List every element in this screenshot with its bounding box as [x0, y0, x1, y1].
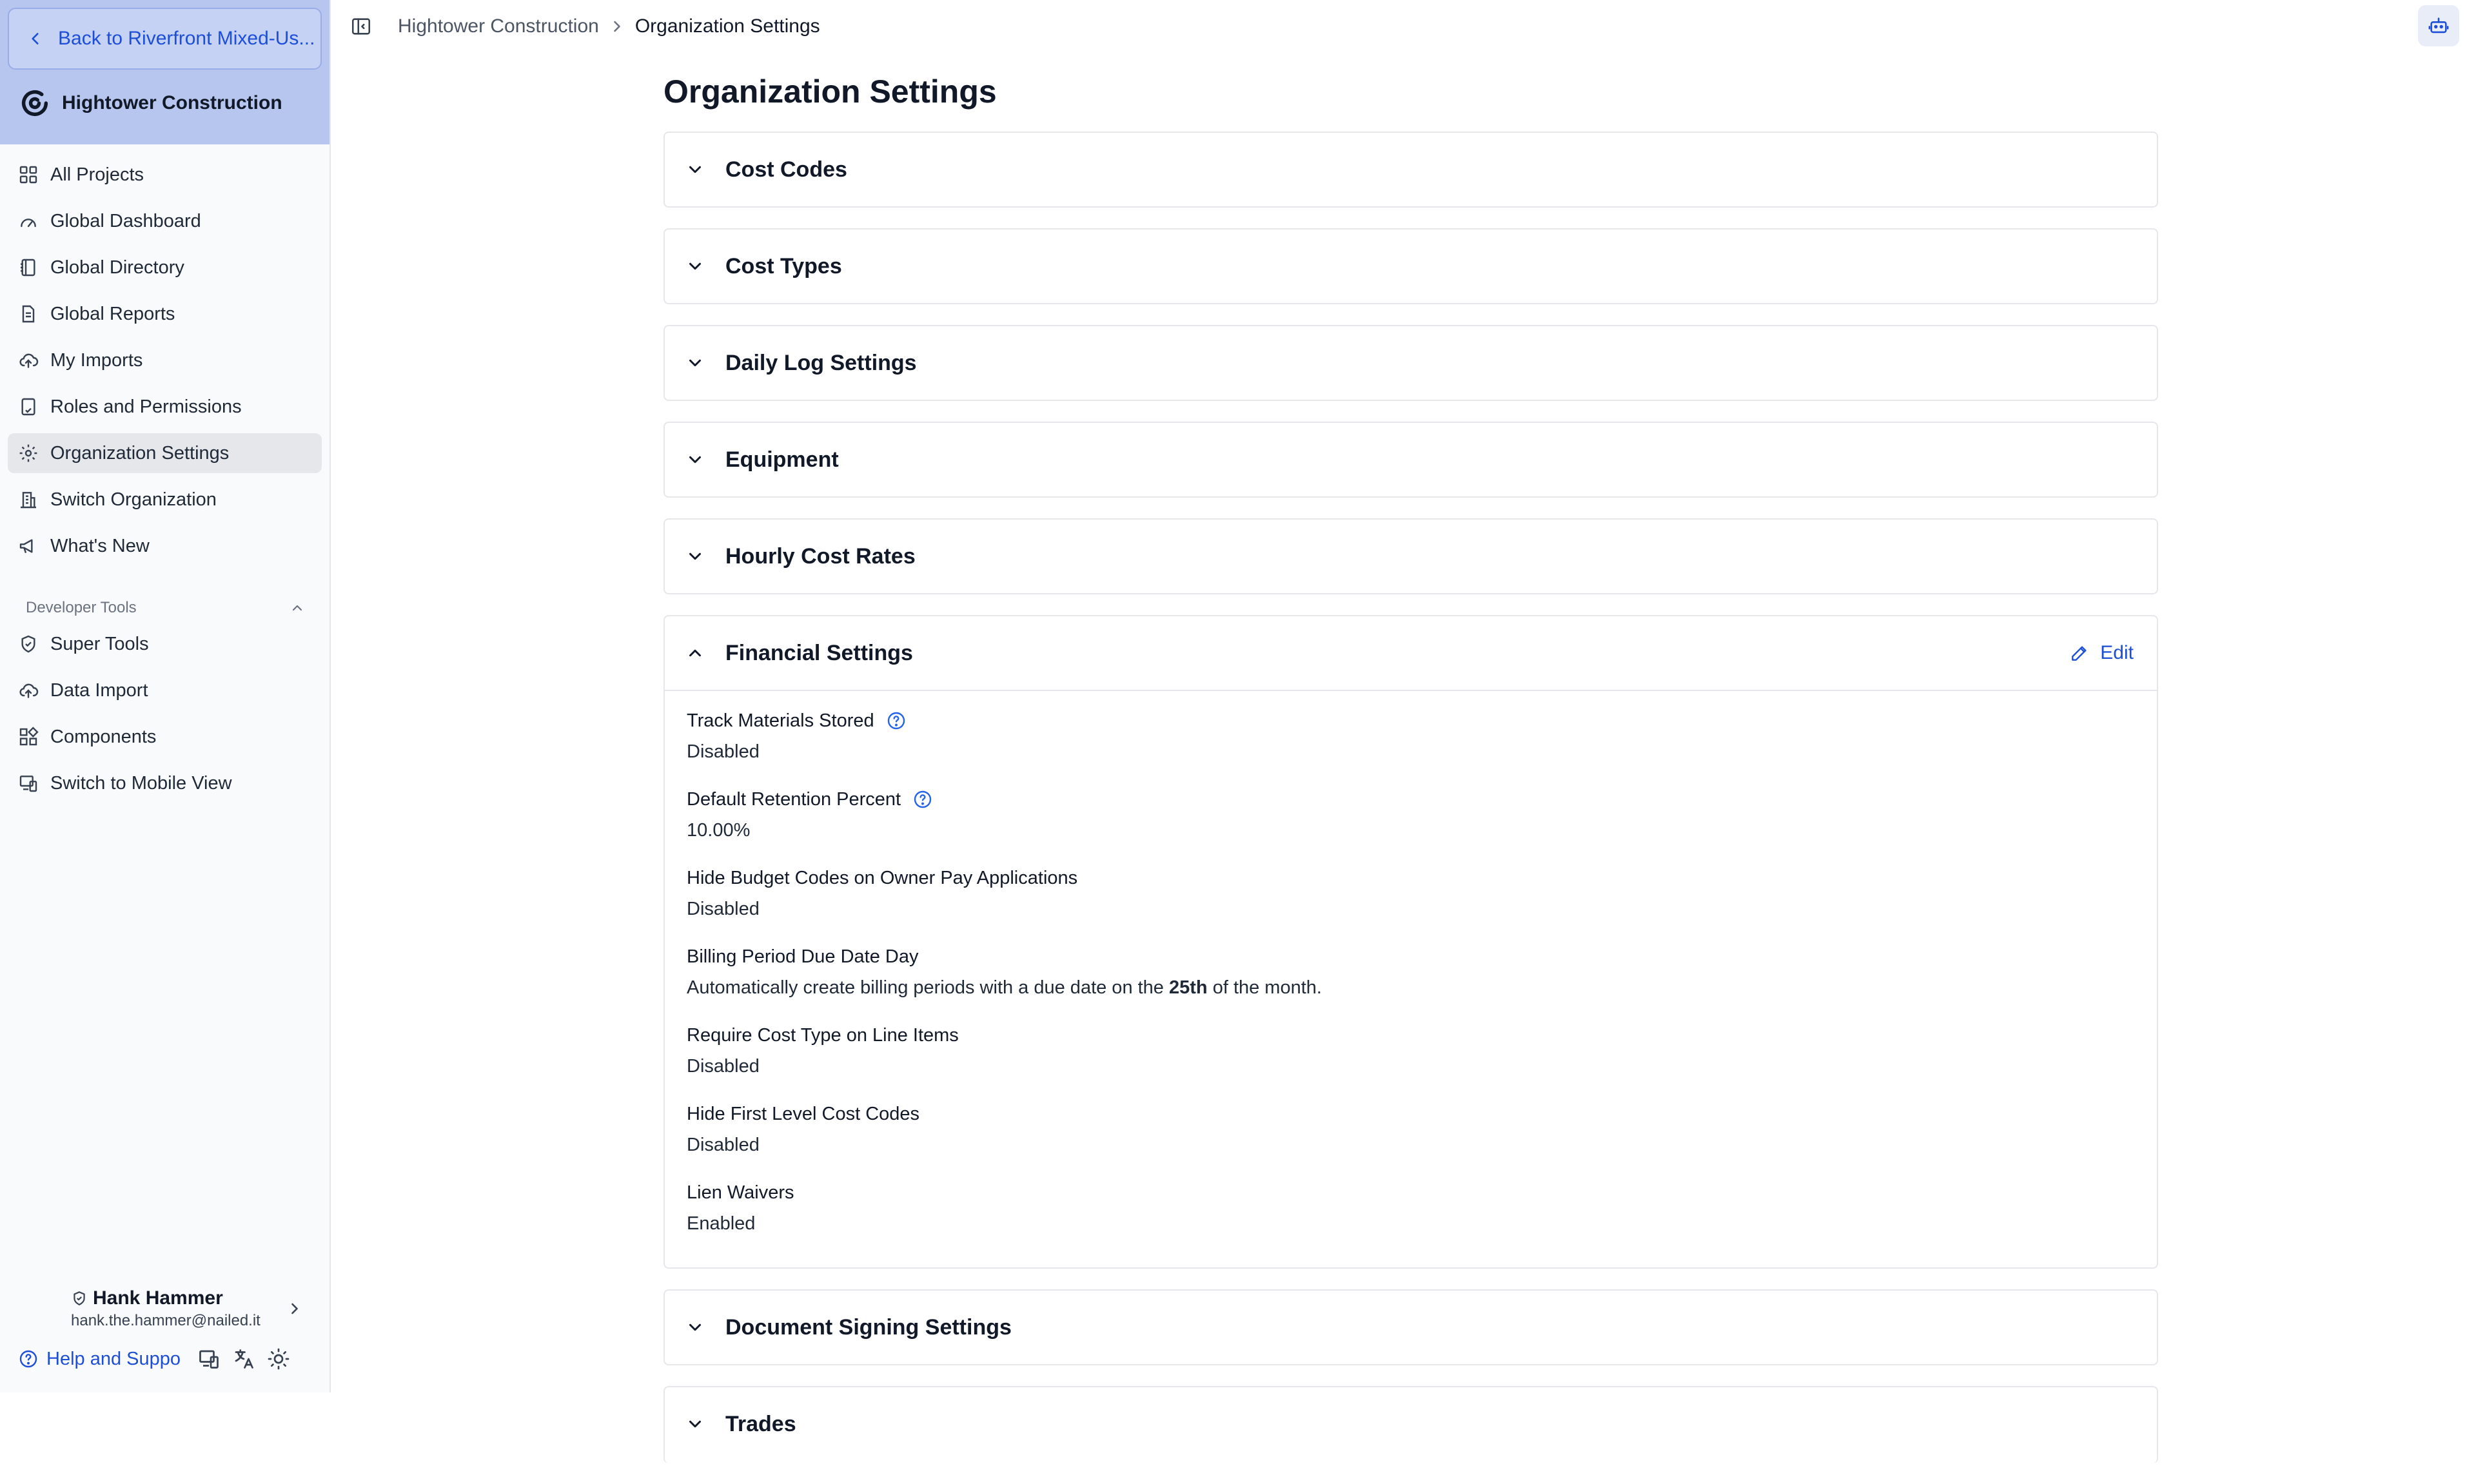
- help-label: Help and Suppo: [46, 1348, 181, 1369]
- page-title: Organization Settings: [663, 73, 997, 110]
- user-menu[interactable]: [0, 1283, 329, 1334]
- org-switcher[interactable]: [8, 70, 322, 137]
- sidebar-item-my-imports[interactable]: [8, 340, 322, 380]
- section-daily-log-settings: [663, 325, 2158, 401]
- chevron-down-icon: [685, 450, 705, 469]
- field-lien-waivers: [687, 1180, 2135, 1239]
- developer-tools-toggle[interactable]: [8, 592, 322, 624]
- gauge-icon: [18, 211, 39, 231]
- section-header[interactable]: [665, 1291, 2157, 1364]
- sidebar-item-label: Components: [50, 726, 157, 747]
- chevron-down-icon: [685, 547, 705, 566]
- section-title: Financial Settings: [725, 640, 913, 665]
- field-track-materials-stored: [687, 708, 2135, 767]
- sidebar-item-all-projects[interactable]: [8, 155, 322, 195]
- breadcrumb: [398, 15, 820, 37]
- edit-label: Edit: [2100, 642, 2134, 663]
- sidebar-item-label: Global Directory: [50, 257, 184, 278]
- devices-icon: [18, 773, 39, 794]
- section-header[interactable]: [665, 133, 2157, 206]
- shield-icon: [18, 634, 39, 654]
- section-header[interactable]: [665, 326, 2157, 400]
- section-title: Cost Types: [725, 253, 842, 278]
- section-title: Equipment: [725, 447, 839, 472]
- field-label: Hide First Level Cost Codes: [687, 1103, 920, 1124]
- section-title: Hourly Cost Rates: [725, 543, 916, 569]
- field-label: Default Retention Percent: [687, 788, 901, 810]
- chevron-up-icon: [685, 643, 705, 663]
- sidebar-item-roles-permissions[interactable]: [8, 387, 322, 427]
- section-equipment: [663, 422, 2158, 498]
- section-trades: [663, 1386, 2158, 1463]
- sidebar-item-organization-settings[interactable]: [8, 433, 322, 473]
- section-header[interactable]: [665, 423, 2157, 496]
- sidebar-item-label: Roles and Permissions: [50, 396, 242, 417]
- main-content: [663, 64, 2158, 1484]
- translate-icon[interactable]: [232, 1347, 255, 1371]
- sidebar-item-global-dashboard[interactable]: [8, 201, 322, 241]
- billing-text-prefix: Automatically create billing periods with a due date on the: [687, 977, 1169, 998]
- sidebar-item-global-directory[interactable]: [8, 248, 322, 288]
- chevron-down-icon: [685, 1414, 705, 1434]
- section-title: Document Signing Settings: [725, 1314, 1012, 1340]
- section-header[interactable]: [665, 229, 2157, 303]
- field-value: Disabled: [687, 1135, 760, 1155]
- sidebar-item-global-reports[interactable]: [8, 294, 322, 334]
- devices-icon[interactable]: [197, 1347, 221, 1371]
- help-circle-icon[interactable]: [912, 789, 933, 810]
- clipboard-icon: [18, 396, 39, 417]
- sidebar-item-data-import[interactable]: [8, 670, 322, 710]
- breadcrumb-org-link[interactable]: Hightower Construction: [398, 15, 599, 37]
- billing-day: 25th: [1169, 977, 1208, 998]
- sidebar-item-label: All Projects: [50, 164, 144, 185]
- sidebar-item-switch-mobile-view[interactable]: [8, 763, 322, 803]
- field-value: Disabled: [687, 741, 760, 762]
- help-circle-icon: [18, 1349, 39, 1369]
- section-hourly-cost-rates: [663, 518, 2158, 594]
- section-header[interactable]: [665, 1387, 2157, 1461]
- sidebar-item-switch-organization[interactable]: [8, 480, 322, 520]
- org-logo-icon: [18, 86, 52, 120]
- sidebar-item-label: Global Reports: [50, 303, 175, 324]
- sidebar-item-label: Data Import: [50, 679, 148, 701]
- cloud-upload-icon: [18, 350, 39, 371]
- field-value: Disabled: [687, 1056, 760, 1077]
- sidebar-item-label: Super Tools: [50, 633, 149, 654]
- field-value: Disabled: [687, 899, 760, 919]
- assistant-button[interactable]: [2418, 5, 2459, 46]
- section-title: Cost Codes: [725, 157, 847, 182]
- sidebar-item-label: My Imports: [50, 349, 143, 371]
- sidebar-item-label: Global Dashboard: [50, 210, 201, 231]
- book-icon: [18, 257, 39, 278]
- sidebar-item-super-tools[interactable]: [8, 624, 322, 664]
- breadcrumb-current: Organization Settings: [634, 15, 820, 37]
- field-hide-budget-codes: [687, 865, 2135, 924]
- chevron-down-icon: [685, 1318, 705, 1337]
- sidebar-item-components[interactable]: [8, 717, 322, 757]
- chevron-right-icon: [608, 17, 626, 35]
- sidebar-nav: [0, 144, 329, 820]
- sun-icon[interactable]: [267, 1347, 290, 1371]
- sidebar-item-label: Switch to Mobile View: [50, 772, 232, 794]
- user-email: hank.the.hammer@nailed.it: [71, 1312, 260, 1329]
- chevron-right-icon: [286, 1300, 304, 1318]
- field-label: Billing Period Due Date Day: [687, 946, 919, 967]
- user-name: Hank Hammer: [93, 1287, 223, 1309]
- chevron-down-icon: [685, 353, 705, 373]
- sidebar-header: [0, 0, 329, 144]
- section-cost-types: [663, 228, 2158, 304]
- chevron-up-icon: [290, 600, 305, 616]
- field-label: Require Cost Type on Line Items: [687, 1024, 959, 1046]
- field-hide-first-level-cost-codes: [687, 1101, 2135, 1160]
- pencil-icon: [2069, 643, 2090, 663]
- sidebar-item-label: What's New: [50, 535, 150, 556]
- robot-icon: [2428, 15, 2450, 37]
- document-icon: [18, 304, 39, 324]
- billing-text-suffix: of the month.: [1207, 977, 1322, 998]
- help-and-support-link[interactable]: [18, 1349, 186, 1370]
- chevron-down-icon: [685, 257, 705, 276]
- sidebar-item-label: Organization Settings: [50, 442, 230, 464]
- edit-button[interactable]: [2069, 642, 2134, 664]
- chevron-down-icon: [685, 160, 705, 179]
- building-icon: [18, 489, 39, 510]
- section-title: Trades: [725, 1411, 796, 1436]
- section-title: Daily Log Settings: [725, 350, 917, 375]
- sidebar: [0, 0, 331, 1392]
- gear-icon: [18, 443, 39, 464]
- grid-icon: [18, 164, 39, 185]
- org-name: Hightower Construction: [62, 92, 282, 113]
- field-value: 10.00%: [687, 820, 751, 841]
- field-value: Enabled: [687, 1213, 756, 1234]
- sidebar-footer: [0, 1341, 329, 1377]
- section-header[interactable]: [665, 616, 2157, 690]
- section-header[interactable]: [665, 520, 2157, 593]
- back-button-label: Back to Riverfront Mixed-Us...: [58, 28, 315, 49]
- sidebar-toggle-icon[interactable]: [350, 15, 372, 37]
- section-cost-codes: [663, 132, 2158, 208]
- field-label: Track Materials Stored: [687, 710, 874, 731]
- megaphone-icon: [18, 536, 39, 556]
- field-value: [687, 977, 2135, 1003]
- cloud-upload-icon: [18, 680, 39, 701]
- sidebar-item-whats-new[interactable]: [8, 526, 322, 566]
- field-label: Lien Waivers: [687, 1182, 794, 1203]
- section-document-signing-settings: [663, 1289, 2158, 1365]
- field-label: Hide Budget Codes on Owner Pay Applications: [687, 867, 1078, 888]
- back-to-project-button[interactable]: [8, 8, 322, 70]
- field-billing-period-due-date: [687, 944, 2135, 1003]
- components-icon: [18, 727, 39, 747]
- sidebar-item-label: Switch Organization: [50, 489, 217, 510]
- shield-check-icon: [71, 1290, 88, 1307]
- field-require-cost-type: [687, 1022, 2135, 1082]
- financial-settings-body: [665, 690, 2157, 1267]
- help-circle-icon[interactable]: [886, 710, 907, 731]
- field-default-retention-percent: [687, 786, 2135, 846]
- topbar: [331, 0, 2476, 53]
- chevron-left-icon: [27, 30, 44, 47]
- section-financial-settings: [663, 615, 2158, 1269]
- developer-tools-label: Developer Tools: [26, 599, 137, 616]
